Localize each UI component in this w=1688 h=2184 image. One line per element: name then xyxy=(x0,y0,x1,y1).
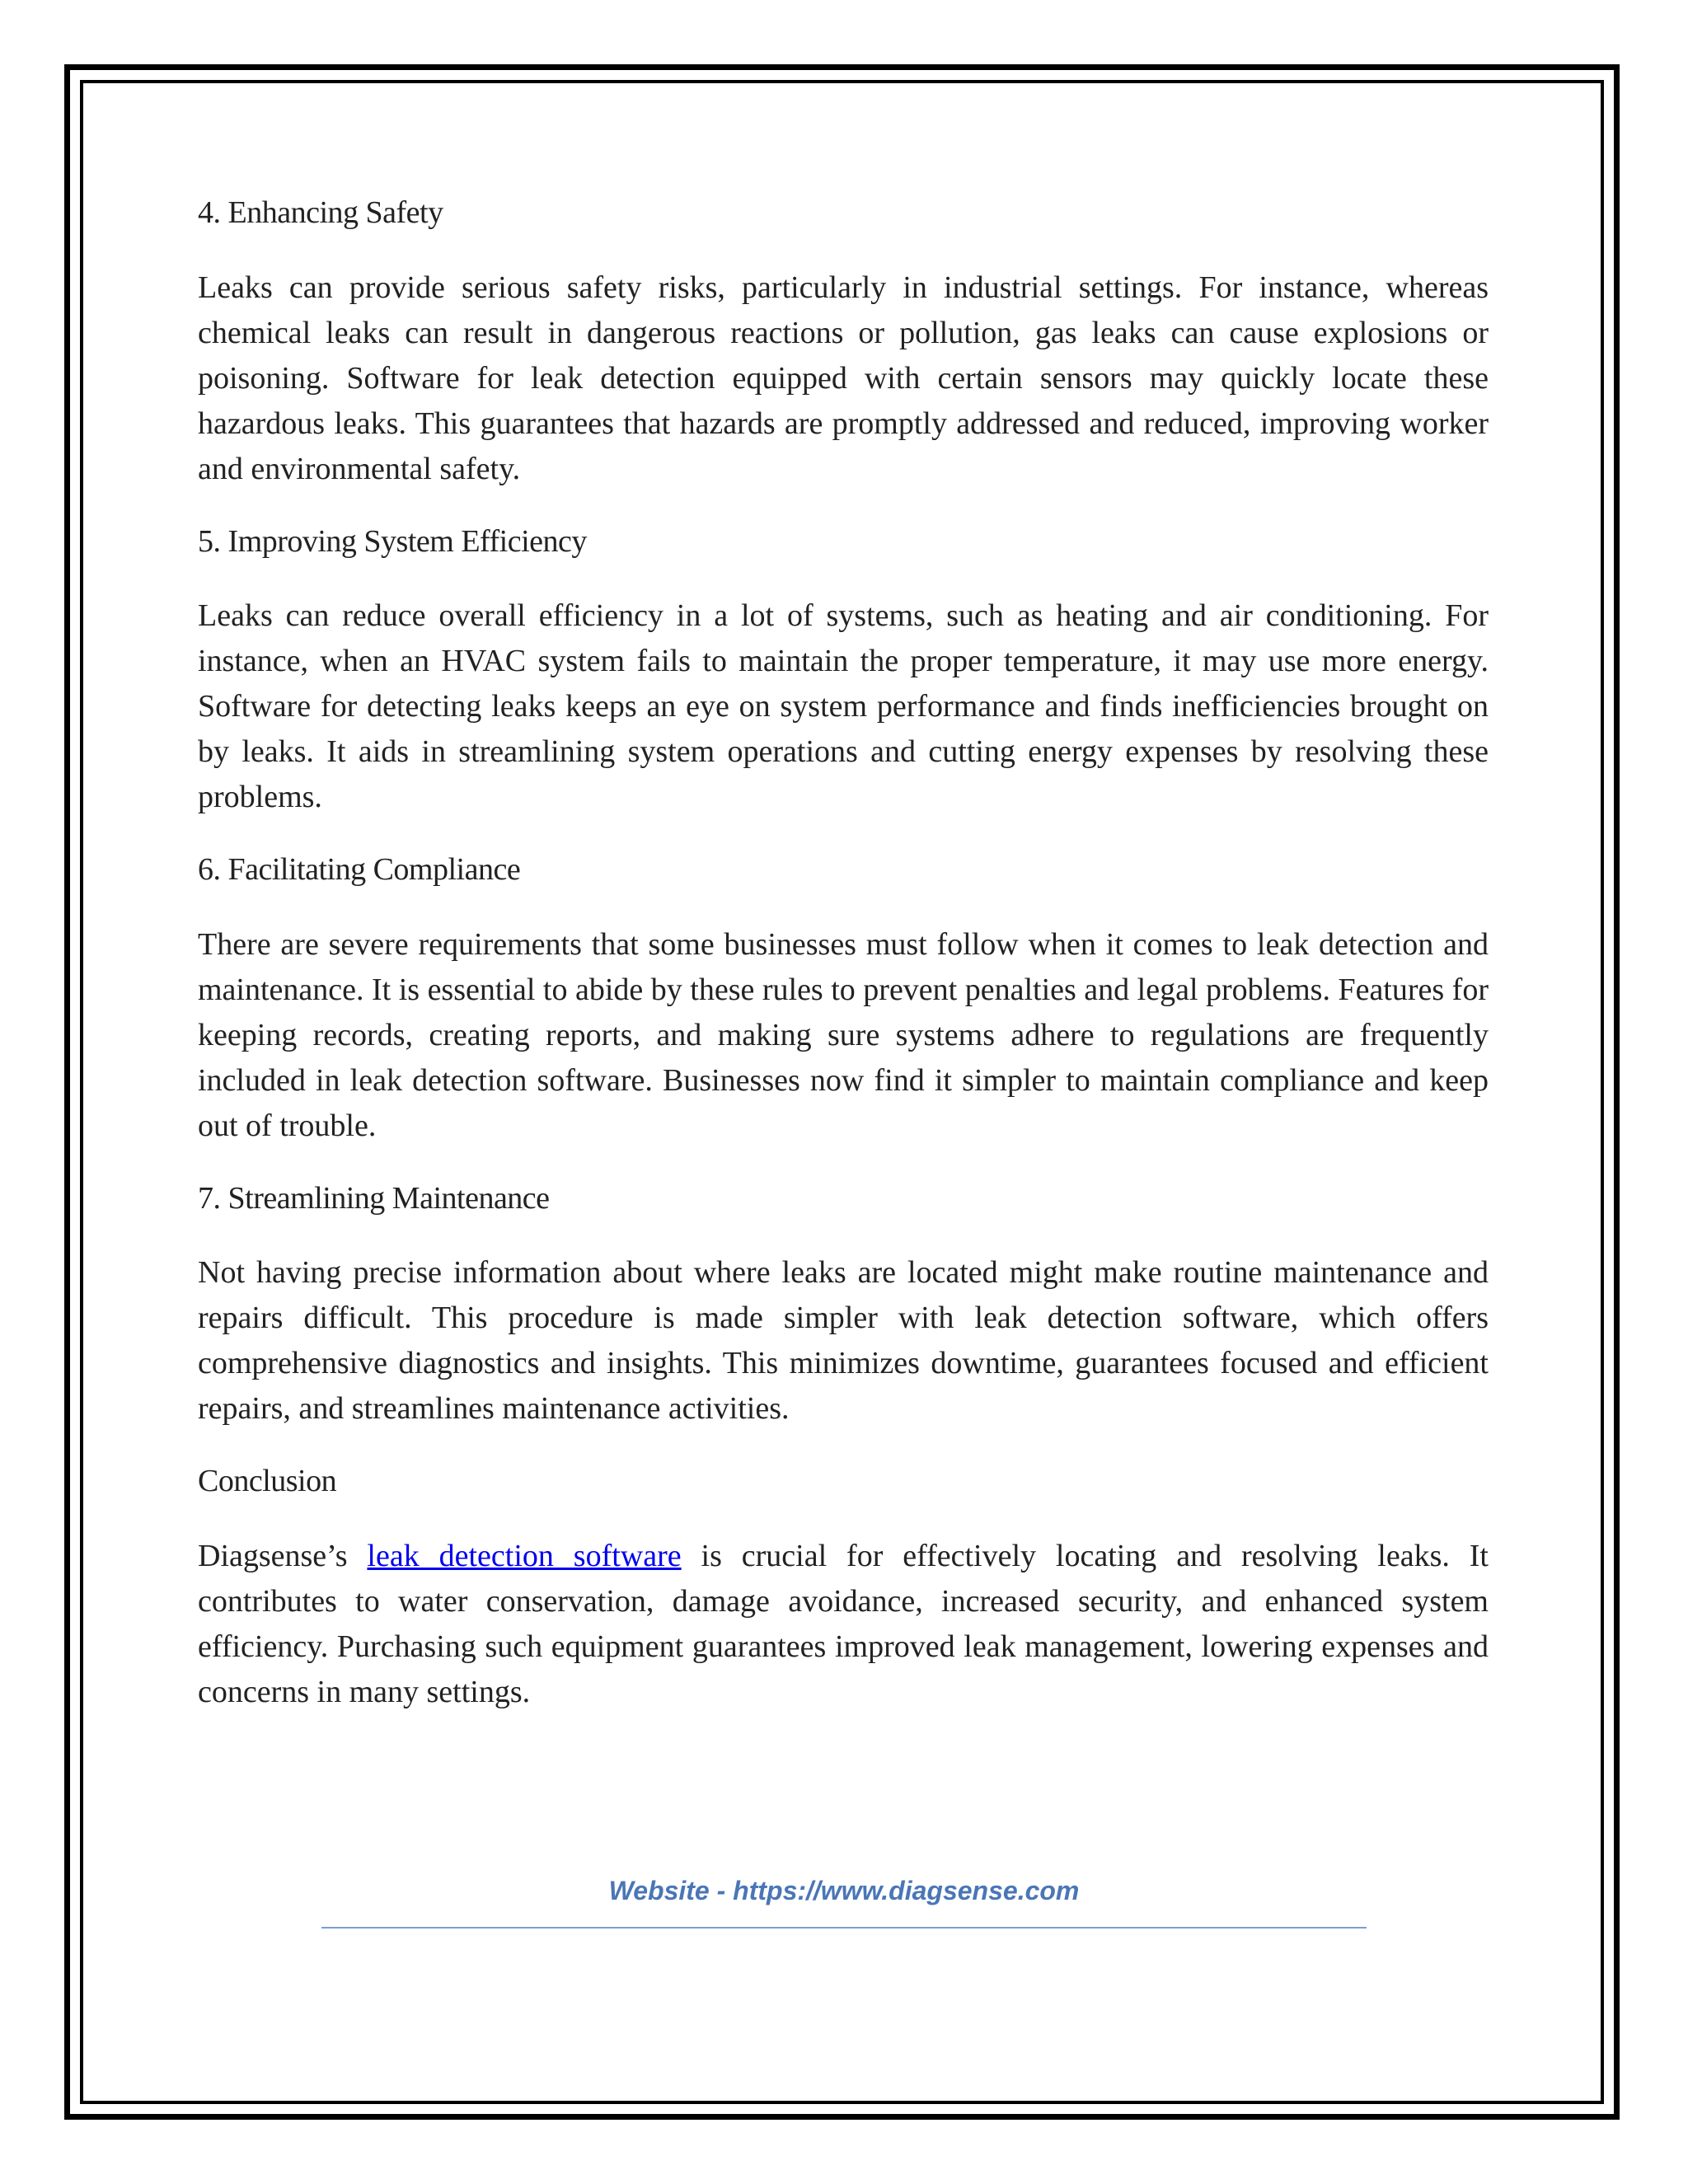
section-streamlining-maintenance xyxy=(198,1180,1489,1432)
conclusion-suffix: is crucial for effectively locating and resolving leaks. It contributes to water conservation, damage avoidance, increased security, and enhanced system efficiency. Purchasing such equipment guarantees improved leak management, lowering expenses and concerns in many settings. xyxy=(198,1538,1489,1709)
section-heading: 4. Enhancing Safety xyxy=(198,195,443,230)
conclusion-paragraph xyxy=(198,1534,1489,1715)
leak-detection-software-link[interactable]: leak detection software xyxy=(367,1538,682,1573)
section-facilitating-compliance xyxy=(198,851,1489,1149)
page-footer xyxy=(321,1871,1367,1929)
section-heading: 7. Streamlining Maintenance xyxy=(198,1180,550,1216)
section-paragraph: Leaks can reduce overall efficiency in a lot of systems, such as heating and air conditioning. For instance, when an HVAC system fails to maintain the proper temperature, it may use more energy. Software for detecting leaks keeps an eye on system performance and finds inefficiencies brought on by leaks. It aids in streamlining system operations and cutting energy expenses by resolving these problems. xyxy=(198,598,1489,815)
section-improving-system-efficiency xyxy=(198,523,1489,821)
section-enhancing-safety xyxy=(198,194,1489,492)
section-paragraph: There are severe requirements that some businesses must follow when it comes to leak detection and maintenance. It is essential to abide by these rules to prevent penalties and legal problems. Features for keeping records, creating reports, and making sure systems adhere to regulations are frequently included in leak detection software. Businesses now find it simpler to maintain compliance and keep out of trouble. xyxy=(198,926,1489,1143)
section-conclusion xyxy=(198,1463,1489,1715)
section-heading: 6. Facilitating Compliance xyxy=(198,852,521,888)
document-body xyxy=(198,194,1489,1746)
footer-website-text: Website - https://www.diagsense.com xyxy=(608,1876,1080,1905)
footer-rule xyxy=(321,1927,1367,1929)
section-paragraph: Leaks can provide serious safety risks, particularly in industrial settings. For instance, whereas chemical leaks can result in dangerous reactions or pollution, gas leaks can cause explosions or poisoning. Software for leak detection equipped with certain sensors may quickly locate these hazardous leaks. This guarantees that hazards are promptly addressed and reduced, improving worker and environmental safety. xyxy=(198,269,1489,486)
section-paragraph: Not having precise information about where leaks are located might make routine maintenance and repairs difficult. This procedure is made simpler with leak detection software, which offers comprehensive diagnostics and insights. This minimizes downtime, guarantees focused and efficient repairs, and streamlines maintenance activities. xyxy=(198,1255,1489,1427)
section-heading: 5. Improving System Efficiency xyxy=(198,523,587,559)
conclusion-heading: Conclusion xyxy=(198,1464,337,1499)
conclusion-prefix: Diagsense’s xyxy=(198,1538,368,1573)
